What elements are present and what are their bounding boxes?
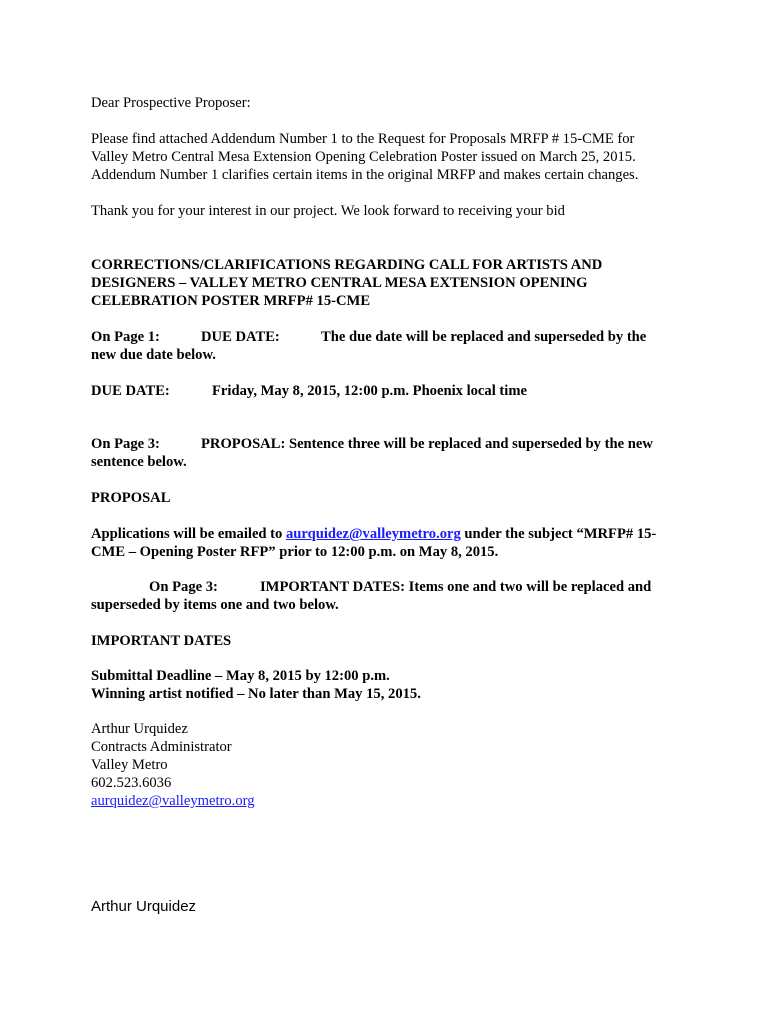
item1-text: The due date will be replaced and superseded by the: [321, 329, 647, 345]
thanks-paragraph: Thank you for your interest in our project. We look forward to receiving your bid: [91, 203, 565, 219]
intro-line-3: Addendum Number 1 clarifies certain items in the original MRFP and makes certain changes.: [91, 167, 639, 183]
contact-org: Valley Metro: [91, 757, 168, 773]
proposal-paragraph: [91, 525, 691, 561]
contact-block: [91, 720, 691, 810]
signature: Arthur Urquidez: [91, 898, 197, 915]
proposal-pre: Applications will be emailed to: [91, 526, 286, 542]
due-date-line: [91, 382, 691, 400]
item1-label: DUE DATE:: [201, 329, 280, 345]
contact-name: Arthur Urquidez: [91, 721, 188, 737]
contact-title: Contracts Administrator: [91, 739, 232, 755]
proposal-post: under the subject “MRFP# 15-: [460, 526, 657, 542]
intro-paragraph: [91, 130, 691, 184]
item1-page: On Page 1:: [91, 329, 160, 345]
section-heading: [91, 256, 691, 310]
contact-email-link[interactable]: aurquidez@valleymetro.org: [91, 793, 255, 809]
due-label: DUE DATE:: [91, 383, 170, 399]
due-value: Friday, May 8, 2015, 12:00 p.m. Phoenix local time: [212, 383, 527, 399]
correction-item-1: [91, 328, 691, 364]
salutation: Dear Prospective Proposer:: [91, 95, 251, 111]
important-dates-heading: IMPORTANT DATES: [91, 633, 232, 649]
heading-line-1: CORRECTIONS/CLARIFICATIONS REGARDING CALL FOR ARTISTS AND: [91, 257, 603, 273]
item3-cont: superseded by items one and two below.: [91, 597, 339, 613]
intro-line-2: Valley Metro Central Mesa Extension Opening Celebration Poster issued on March 25, 2015.: [91, 149, 636, 165]
proposal-email-link[interactable]: aurquidez@valleymetro.org: [286, 526, 461, 542]
correction-item-2: [91, 435, 691, 471]
proposal-line-2: CME – Opening Poster RFP” prior to 12:00 p.m. on May 8, 2015.: [91, 544, 499, 560]
contact-phone: 602.523.6036: [91, 775, 172, 791]
heading-line-3: CELEBRATION POSTER MRFP# 15-CME: [91, 293, 371, 309]
item2-cont: sentence below.: [91, 454, 187, 470]
item1-cont: new due date below.: [91, 347, 216, 363]
correction-item-3: [91, 578, 691, 614]
proposal-heading: PROPOSAL: [91, 490, 171, 506]
intro-line-1: Please find attached Addendum Number 1 to the Request for Proposals MRFP # 15-CME for: [91, 131, 635, 147]
dates-line-1: Submittal Deadline – May 8, 2015 by 12:00 p.m.: [91, 668, 390, 684]
item3-text: IMPORTANT DATES: Items one and two will be replaced and: [260, 579, 652, 595]
item2-text: PROPOSAL: Sentence three will be replaced and superseded by the new: [201, 436, 653, 452]
important-dates-list: [91, 667, 691, 703]
item2-page: On Page 3:: [91, 436, 160, 452]
dates-line-2: Winning artist notified – No later than May 15, 2015.: [91, 686, 421, 702]
heading-line-2: DESIGNERS – VALLEY METRO CENTRAL MESA EXTENSION OPENING: [91, 275, 588, 291]
item3-page: On Page 3:: [149, 579, 218, 595]
